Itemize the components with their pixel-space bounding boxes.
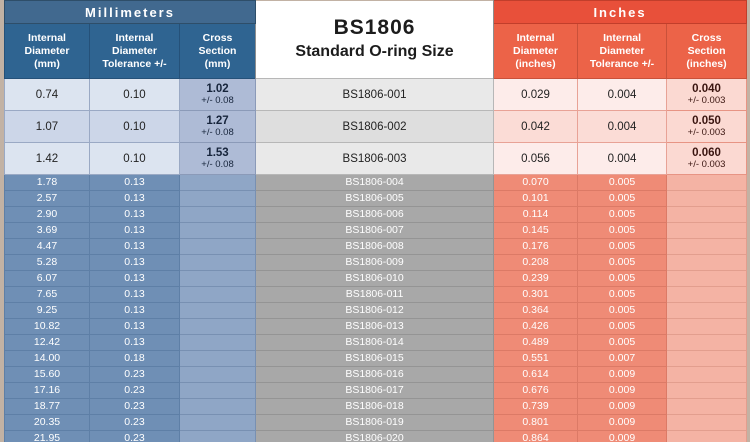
table-row[interactable]: [5, 207, 747, 223]
table-row[interactable]: [5, 399, 747, 415]
colhead-line: Diameter: [599, 44, 645, 57]
cell-part-number: BS1806-004: [256, 175, 494, 191]
cell-part-number: BS1806-001: [256, 79, 494, 111]
cell-mm-tolerance: 0.13: [90, 175, 180, 191]
cell-in-cross-section: [667, 239, 747, 255]
cell-in-internal-diameter: 0.176: [494, 239, 578, 255]
cell-part-number: BS1806-009: [256, 255, 494, 271]
cell-in-cross-section: [667, 111, 747, 143]
cell-mm-cross-section: [180, 239, 256, 255]
cell-mm-tolerance: 0.13: [90, 319, 180, 335]
cell-in-internal-diameter: 0.426: [494, 319, 578, 335]
table-body-compact: [5, 175, 747, 442]
cell-in-tolerance: 0.005: [578, 287, 667, 303]
cell-mm-internal-diameter: 1.78: [5, 175, 90, 191]
colhead-line: Internal: [28, 31, 66, 44]
cell-in-cross-section: [667, 303, 747, 319]
table-row[interactable]: [5, 287, 747, 303]
cell-in-cross-section: [667, 399, 747, 415]
cell-in-cross-section: [667, 335, 747, 351]
table-row[interactable]: [5, 175, 747, 191]
cell-in-internal-diameter: 0.864: [494, 431, 578, 442]
table-row[interactable]: [5, 335, 747, 351]
cell-mm-cross-section: [180, 319, 256, 335]
cell-part-number: BS1806-018: [256, 399, 494, 415]
cell-part-number: BS1806-007: [256, 223, 494, 239]
group-header-millimeters: Millimeters: [5, 1, 256, 24]
cross-section-tolerance: +/- 0.003: [687, 158, 726, 170]
cell-mm-internal-diameter: 5.28: [5, 255, 90, 271]
cell-mm-tolerance: 0.23: [90, 415, 180, 431]
cell-mm-tolerance: 0.13: [90, 335, 180, 351]
cell-mm-tolerance: 0.10: [90, 79, 180, 111]
cell-in-cross-section: [667, 287, 747, 303]
cell-in-internal-diameter: 0.042: [494, 111, 578, 143]
cell-part-number: BS1806-019: [256, 415, 494, 431]
cell-in-tolerance: 0.009: [578, 431, 667, 442]
cell-in-cross-section: [667, 367, 747, 383]
cell-part-number: BS1806-003: [256, 143, 494, 175]
cell-in-internal-diameter: 0.145: [494, 223, 578, 239]
cell-mm-internal-diameter: 1.42: [5, 143, 90, 175]
cell-mm-cross-section: [180, 335, 256, 351]
cell-mm-cross-section: [180, 399, 256, 415]
cell-mm-internal-diameter: 6.07: [5, 271, 90, 287]
cell-mm-internal-diameter: 4.47: [5, 239, 90, 255]
cross-section-tolerance: +/- 0.08: [201, 94, 234, 106]
cell-part-number: BS1806-002: [256, 111, 494, 143]
colhead-line: (mm): [204, 57, 231, 70]
cell-in-internal-diameter: 0.801: [494, 415, 578, 431]
table-row[interactable]: [5, 415, 747, 431]
cross-section-tolerance: +/- 0.08: [201, 126, 234, 138]
colhead-line: Cross: [691, 31, 722, 44]
cell-in-internal-diameter: 0.551: [494, 351, 578, 367]
cell-in-tolerance: 0.005: [578, 239, 667, 255]
table-row[interactable]: [5, 79, 747, 111]
table-row[interactable]: [5, 255, 747, 271]
cell-in-internal-diameter: 0.029: [494, 79, 578, 111]
cell-in-tolerance: 0.005: [578, 255, 667, 271]
cell-in-internal-diameter: 0.208: [494, 255, 578, 271]
cross-section-tolerance: +/- 0.003: [687, 94, 726, 106]
cell-in-internal-diameter: 0.101: [494, 191, 578, 207]
column-header-in-tolerance: [578, 24, 667, 79]
table-row[interactable]: [5, 431, 747, 442]
colhead-line: Tolerance +/-: [102, 57, 167, 70]
cell-mm-tolerance: 0.13: [90, 207, 180, 223]
cell-mm-internal-diameter: 17.16: [5, 383, 90, 399]
cell-part-number: BS1806-011: [256, 287, 494, 303]
cell-in-internal-diameter: 0.301: [494, 287, 578, 303]
cross-section-value: 1.02: [206, 82, 229, 95]
column-header-in-cross-section: [667, 24, 747, 79]
cell-mm-cross-section: [180, 415, 256, 431]
colhead-line: Diameter: [513, 44, 558, 57]
cell-mm-tolerance: 0.13: [90, 271, 180, 287]
cell-mm-tolerance: 0.13: [90, 287, 180, 303]
table-row[interactable]: [5, 143, 747, 175]
colhead-line: Internal: [115, 31, 154, 44]
cell-in-tolerance: 0.005: [578, 271, 667, 287]
cell-in-internal-diameter: 0.489: [494, 335, 578, 351]
colhead-line: (mm): [34, 57, 60, 70]
cell-mm-tolerance: 0.23: [90, 431, 180, 442]
page-subtitle: Standard O-ring Size: [295, 43, 454, 61]
cell-mm-internal-diameter: 2.90: [5, 207, 90, 223]
cell-mm-tolerance: 0.13: [90, 303, 180, 319]
colhead-line: (inches): [515, 57, 556, 70]
cell-mm-cross-section: [180, 223, 256, 239]
cross-section-tolerance: +/- 0.003: [687, 126, 726, 138]
cell-in-cross-section: [667, 191, 747, 207]
cell-part-number: BS1806-020: [256, 431, 494, 442]
cell-in-internal-diameter: 0.614: [494, 367, 578, 383]
column-header-mm-tolerance: [90, 24, 180, 79]
cell-mm-tolerance: 0.13: [90, 191, 180, 207]
column-header-mm-internal-diameter: [5, 24, 90, 79]
colhead-line: Internal: [603, 31, 641, 44]
colhead-line: Cross: [202, 31, 233, 44]
table-row[interactable]: [5, 271, 747, 287]
cell-mm-internal-diameter: 3.69: [5, 223, 90, 239]
cell-in-tolerance: 0.005: [578, 175, 667, 191]
cell-mm-tolerance: 0.23: [90, 399, 180, 415]
table-row[interactable]: [5, 367, 747, 383]
cell-in-internal-diameter: 0.056: [494, 143, 578, 175]
cell-in-internal-diameter: 0.114: [494, 207, 578, 223]
cell-in-cross-section: [667, 175, 747, 191]
cell-in-cross-section: [667, 351, 747, 367]
cell-mm-cross-section: [180, 303, 256, 319]
cell-mm-tolerance: 0.18: [90, 351, 180, 367]
cell-mm-cross-section: [180, 191, 256, 207]
oring-size-table: [4, 0, 747, 442]
cell-mm-cross-section: [180, 255, 256, 271]
table-title-cell: [256, 1, 494, 79]
cell-in-internal-diameter: 0.364: [494, 303, 578, 319]
cell-mm-internal-diameter: 2.57: [5, 191, 90, 207]
cell-part-number: BS1806-010: [256, 271, 494, 287]
cell-in-cross-section: [667, 255, 747, 271]
cell-in-cross-section: [667, 383, 747, 399]
group-header-row: [5, 1, 747, 24]
cell-mm-tolerance: 0.23: [90, 383, 180, 399]
cell-mm-internal-diameter: 0.74: [5, 79, 90, 111]
cell-mm-cross-section: [180, 367, 256, 383]
page-title: BS1806: [333, 16, 416, 40]
cell-mm-tolerance: 0.23: [90, 367, 180, 383]
cell-mm-cross-section: [180, 431, 256, 442]
cell-mm-internal-diameter: 12.42: [5, 335, 90, 351]
colhead-line: Diameter: [24, 44, 70, 57]
cell-in-tolerance: 0.009: [578, 383, 667, 399]
cell-mm-cross-section: [180, 271, 256, 287]
cross-section-tolerance: +/- 0.08: [201, 158, 234, 170]
table-row[interactable]: [5, 223, 747, 239]
cell-in-internal-diameter: 0.739: [494, 399, 578, 415]
colhead-line: Internal: [516, 31, 555, 44]
cell-in-tolerance: 0.007: [578, 351, 667, 367]
cell-mm-tolerance: 0.10: [90, 111, 180, 143]
cell-mm-tolerance: 0.13: [90, 223, 180, 239]
cell-mm-internal-diameter: 10.82: [5, 319, 90, 335]
cell-part-number: BS1806-014: [256, 335, 494, 351]
colhead-line: (inches): [686, 57, 727, 70]
cell-in-cross-section: [667, 415, 747, 431]
cell-mm-cross-section: [180, 383, 256, 399]
cell-mm-internal-diameter: 20.35: [5, 415, 90, 431]
cross-section-value: 1.53: [206, 146, 229, 159]
cell-in-tolerance: 0.005: [578, 207, 667, 223]
cell-in-tolerance: 0.004: [578, 111, 667, 143]
cell-in-cross-section: [667, 79, 747, 111]
cell-mm-tolerance: 0.13: [90, 239, 180, 255]
cell-in-tolerance: 0.009: [578, 415, 667, 431]
cell-mm-internal-diameter: 14.00: [5, 351, 90, 367]
cell-in-internal-diameter: 0.070: [494, 175, 578, 191]
cell-part-number: BS1806-017: [256, 383, 494, 399]
cell-in-tolerance: 0.004: [578, 79, 667, 111]
cell-mm-cross-section: [180, 143, 256, 175]
column-header-in-internal-diameter: [494, 24, 578, 79]
cell-mm-internal-diameter: 7.65: [5, 287, 90, 303]
table-row[interactable]: [5, 351, 747, 367]
cross-section-value: 1.27: [206, 114, 229, 127]
cell-in-cross-section: [667, 143, 747, 175]
colhead-line: Section: [198, 44, 237, 57]
colhead-line: Diameter: [112, 44, 157, 57]
table-row[interactable]: [5, 319, 747, 335]
table-row[interactable]: [5, 383, 747, 399]
column-header-mm-cross-section: [180, 24, 256, 79]
cell-in-tolerance: 0.009: [578, 399, 667, 415]
cell-mm-cross-section: [180, 351, 256, 367]
cell-mm-internal-diameter: 18.77: [5, 399, 90, 415]
table-row[interactable]: [5, 111, 747, 143]
cell-mm-internal-diameter: 1.07: [5, 111, 90, 143]
table-row[interactable]: [5, 303, 747, 319]
cell-in-tolerance: 0.004: [578, 143, 667, 175]
cell-in-tolerance: 0.005: [578, 223, 667, 239]
cell-in-internal-diameter: 0.676: [494, 383, 578, 399]
cell-mm-cross-section: [180, 79, 256, 111]
cross-section-value: 0.050: [692, 114, 721, 127]
cell-part-number: BS1806-016: [256, 367, 494, 383]
cell-in-tolerance: 0.005: [578, 191, 667, 207]
colhead-line: Section: [687, 44, 726, 57]
cell-in-cross-section: [667, 319, 747, 335]
colhead-line: Tolerance +/-: [589, 57, 655, 70]
cell-part-number: BS1806-008: [256, 239, 494, 255]
cell-mm-cross-section: [180, 175, 256, 191]
cell-in-tolerance: 0.005: [578, 335, 667, 351]
cell-in-internal-diameter: 0.239: [494, 271, 578, 287]
cell-in-tolerance: 0.009: [578, 367, 667, 383]
cell-part-number: BS1806-005: [256, 191, 494, 207]
cell-in-tolerance: 0.005: [578, 319, 667, 335]
table-row[interactable]: [5, 191, 747, 207]
table-row[interactable]: [5, 239, 747, 255]
group-header-inches: Inches: [494, 1, 747, 24]
cell-mm-tolerance: 0.10: [90, 143, 180, 175]
cell-mm-cross-section: [180, 111, 256, 143]
cell-part-number: BS1806-015: [256, 351, 494, 367]
cell-part-number: BS1806-006: [256, 207, 494, 223]
cell-part-number: BS1806-013: [256, 319, 494, 335]
cell-in-cross-section: [667, 431, 747, 442]
cell-mm-tolerance: 0.13: [90, 255, 180, 271]
cell-in-cross-section: [667, 223, 747, 239]
cell-in-cross-section: [667, 271, 747, 287]
cross-section-value: 0.040: [692, 82, 721, 95]
cross-section-value: 0.060: [692, 146, 721, 159]
cell-part-number: BS1806-012: [256, 303, 494, 319]
cell-mm-cross-section: [180, 207, 256, 223]
cell-mm-cross-section: [180, 287, 256, 303]
cell-in-tolerance: 0.005: [578, 303, 667, 319]
cell-mm-internal-diameter: 9.25: [5, 303, 90, 319]
cell-mm-internal-diameter: 21.95: [5, 431, 90, 442]
cell-mm-internal-diameter: 15.60: [5, 367, 90, 383]
cell-in-cross-section: [667, 207, 747, 223]
